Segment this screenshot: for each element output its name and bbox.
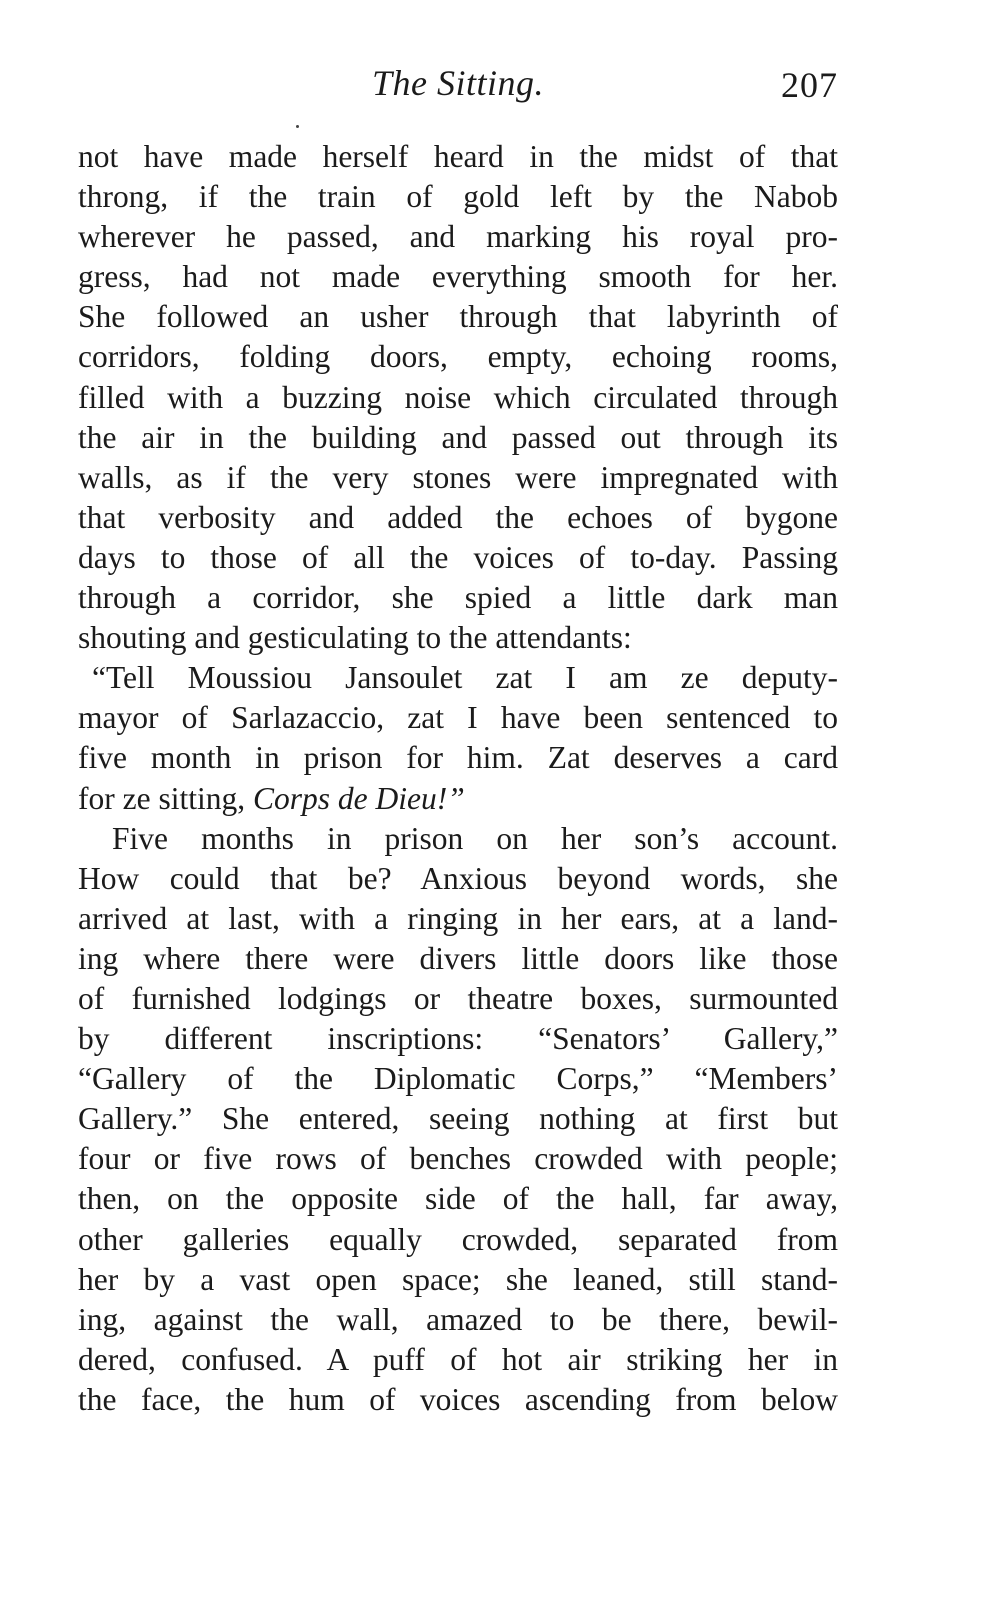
text-line: walls, as if the very stones were impregnated with [78, 459, 838, 495]
text-line [78, 779, 838, 819]
text-line: five month in prison for him. Zat deserves a card [78, 740, 838, 776]
running-title: The Sitting. [371, 63, 544, 103]
text-line: by different inscriptions: “Senators’ Gallery,” [78, 1021, 838, 1057]
text-line: her by a vast open space; she leaned, still stand- [78, 1261, 838, 1297]
text-line: She followed an usher through that labyrinth of [78, 299, 838, 335]
text-line: How could that be? Anxious beyond words, she [78, 860, 838, 896]
text-line: days to those of all the voices of to-day. Passing [78, 539, 838, 575]
text-fragment: for ze sitting, [78, 780, 246, 816]
text-line: “Tell Moussiou Jansoulet zat I am ze deputy- [92, 660, 838, 696]
print-speck [296, 125, 299, 128]
text-line: filled with a buzzing noise which circulated through [78, 379, 838, 415]
text-line: Gallery.” She entered, seeing nothing at first but [78, 1101, 838, 1137]
text-line: of furnished lodgings or theatre boxes, surmounted [78, 980, 838, 1016]
text-line: corridors, folding doors, empty, echoing rooms, [78, 339, 838, 375]
text-line: dered, confused. A puff of hot air striking her in [78, 1341, 838, 1377]
page-number: 207 [781, 65, 838, 105]
page-header [78, 62, 838, 112]
body-text [78, 137, 838, 1420]
text-line: ing, against the wall, amazed to be there, bewil- [78, 1301, 838, 1337]
text-line: Five months in prison on her son’s account. [112, 820, 838, 856]
text-line: gress, had not made everything smooth for her. [78, 259, 838, 295]
text-line: through a corridor, she spied a little dark man [78, 580, 838, 616]
text-line: then, on the opposite side of the hall, far away, [78, 1181, 838, 1217]
text-line: four or five rows of benches crowded with people; [78, 1141, 838, 1177]
text-line: arrived at last, with a ringing in her ears, at a land- [78, 900, 838, 936]
text-line: shouting and gesticulating to the attendants: [78, 620, 632, 656]
text-line: the air in the building and passed out through its [78, 419, 838, 455]
text-line: throng, if the train of gold left by the Nabob [78, 179, 838, 215]
text-line: ing where there were divers little doors like those [78, 940, 838, 976]
text-line: not have made herself heard in the midst of that [78, 139, 838, 174]
text-line: mayor of Sarlazaccio, zat I have been sentenced to [78, 700, 838, 736]
text-line: wherever he passed, and marking his royal pro- [78, 219, 838, 255]
italic-exclamation: Corps de Dieu!” [252, 780, 465, 816]
text-line: that verbosity and added the echoes of bygone [78, 499, 838, 535]
text-line: the face, the hum of voices ascending from below [78, 1381, 838, 1417]
text-line: “Gallery of the Diplomatic Corps,” “Members’ [78, 1061, 838, 1097]
text-line: other galleries equally crowded, separated from [78, 1221, 838, 1257]
